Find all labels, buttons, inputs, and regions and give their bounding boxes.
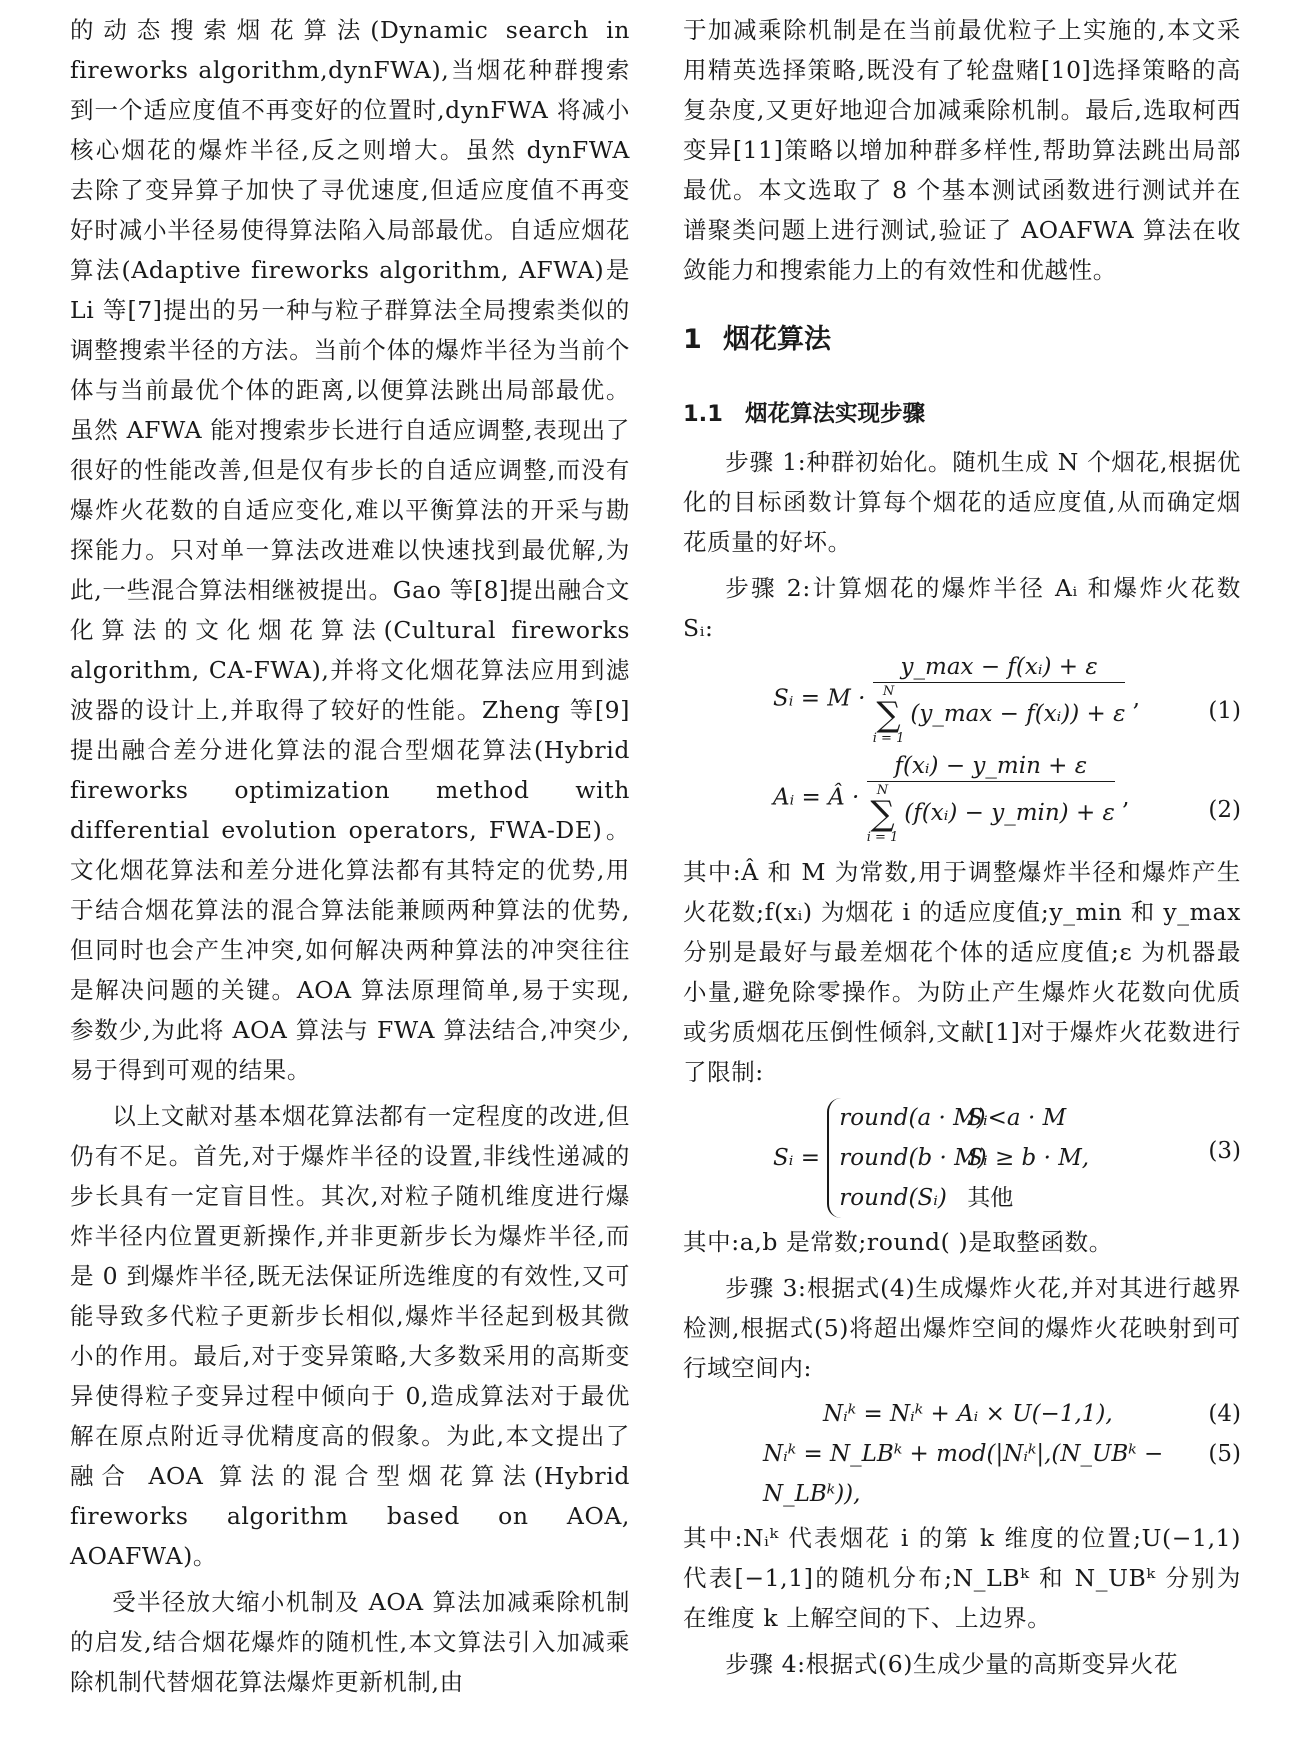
eq5-text: Nᵢᵏ = N_LBᵏ + mod(|Nᵢᵏ|,(N_UBᵏ − N_LBᵏ)), (763, 1441, 1164, 1507)
equation-2 (683, 753, 1241, 844)
eq3-case-2-expr: round(b · M) (839, 1145, 987, 1171)
eq3-cases (827, 1098, 1089, 1218)
equation-3 (683, 1098, 1241, 1218)
equation-1 (683, 654, 1241, 745)
step-3-paragraph: 步骤 3:根据式(4)生成爆炸火花,并对其进行越界检测,根据式(5)将超出爆炸空间的爆炸火花映射到可行域空间内: (683, 1274, 1241, 1382)
paragraph-after-eq3: 其中:a,b 是常数;round( )是取整函数。 (683, 1228, 1113, 1256)
eq3-case-1-expr: round(a · M) (839, 1105, 986, 1131)
eq2-denominator-group (867, 782, 1115, 844)
eq1-sum-bottom: i = 1 (872, 731, 905, 746)
right-column (683, 10, 1241, 1690)
eq1-numerator: y_max − f(xᵢ) + ε (873, 654, 1126, 683)
step-1-paragraph: 步骤 1:种群初始化。随机生成 N 个烟花,根据优化的目标函数计算每个烟花的适应度值,从而确定烟花质量的好坏。 (683, 448, 1241, 556)
step-2-paragraph: 步骤 2:计算烟花的爆炸半径 Aᵢ 和爆炸火花数 Sᵢ: (683, 574, 1241, 642)
eq3-number: (3) (1208, 1138, 1241, 1164)
section-number: 1 (683, 324, 702, 355)
eq2-sum-bottom: i = 1 (866, 830, 899, 845)
eq1-sum-top: N (882, 684, 895, 699)
left-paragraph-2: 以上文献对基本烟花算法都有一定程度的改进,但仍有不足。首先,对于爆炸半径的设置,非线性递减的步长具有一定盲目性。其次,对粒子随机维度进行爆炸半径内位置更新操作,并非更新步长为爆炸半径,而是 0 到爆炸半径,既无法保证所选维度的有效性,又可能导致多代粒子更新步长相似,爆炸半径起到极其微小的作用。最后,对于变异策略,大多数采用的高斯变异使得粒子变异过程中倾向于 0,造成算法对于最优解在原点附近寻优精度高的假象。为此,本文提出了融合 AOA 算法的混合型烟花算法(Hybrid fireworks algorithm based on AOA, AOAFWA)。 (70, 1102, 630, 1570)
eq1-number: (1) (1208, 698, 1241, 724)
eq3-case-1-cond: Sᵢ<a · M (967, 1105, 1067, 1131)
subsection-number: 1.1 (683, 401, 723, 427)
eq3-case-3-cond: 其他 (967, 1185, 1014, 1211)
eq1-fraction (873, 654, 1126, 745)
paragraph-after-eq5: 其中:Nᵢᵏ 代表烟花 i 的第 k 维度的位置;U(−1,1) 代表[−1,1]的随机分布;N_LBᵏ 和 N_UBᵏ 分别为在维度 k 上解空间的下、上边界。 (683, 1524, 1241, 1632)
eq1-summation (873, 685, 905, 745)
eq5-number: (5) (1208, 1441, 1241, 1467)
eq3-case-2 (839, 1138, 1089, 1178)
eq1-denominator: (y_max − f(xᵢ)) + ε (910, 701, 1126, 727)
step-4-paragraph: 步骤 4:根据式(6)生成少量的高斯变异火花 (725, 1650, 1179, 1678)
equation-5 (683, 1434, 1241, 1514)
right-paragraph-1: 于加减乘除机制是在当前最优粒子上实施的,本文采用精英选择策略,既没有了轮盘赌[10]选择策略的高复杂度,又更好地迎合加减乘除机制。最后,选取柯西变异[11]策略以增加种群多样性,帮助算法跳出局部最优。本文选取了 8 个基本测试函数进行测试并在谱聚类问题上进行测试,验证了 AOAFWA 算法在收敛能力和搜索能力上的有效性和优越性。 (683, 16, 1241, 284)
eq3-case-2-cond: Sᵢ ≥ b · M, (967, 1145, 1090, 1171)
eq2-summation (867, 784, 899, 844)
eq2-fraction (867, 753, 1115, 844)
subsection-title: 烟花算法实现步骤 (745, 401, 926, 427)
eq2-lhs: Aᵢ = Â · (773, 784, 860, 811)
left-paragraph-1: 的动态搜索烟花算法(Dynamic search in fireworks algorithm,dynFWA),当烟花种群搜索到一个适应度值不再变好的位置时,dynFWA 将减小核心烟花的爆炸半径,反之则增大。虽然 dynFWA 去除了变异算子加快了寻优速度,但适应度值不再变好时减小半径易使得算法陷入局部最优。自适应烟花算法(Adaptive fireworks algorithm, AFWA)是 Li 等[7]提出的另一种与粒子群算法全局搜索类似的调整搜索半径的方法。当前个体的爆炸半径为当前个体与当前最优个体的距离,以便算法跳出局部最优。虽然 AFWA 能对搜索步长进行自适应调整,表现出了很好的性能改善,但是仅有步长的自适应调整,而没有爆炸火花数的自适应变化,难以平衡算法的开采与勘探能力。只对单一算法改进难以快速找到最优解,为此,一些混合算法相继被提出。Gao 等[8]提出融合文化算法的文化烟花算法(Cultural fireworks algorithm, CA-FWA),并将文化烟花算法应用到滤波器的设计上,并取得了较好的性能。Zheng 等[9]提出融合差分进化算法的混合型烟花算法(Hybrid fireworks optimization method with differential evolution operators, FWA-DE)。文化烟花算法和差分进化算法都有其特定的优势,用于结合烟花算法的混合算法能兼顾两种算法的优势,但同时也会产生冲突,如何解决两种算法的冲突往往是解决问题的关键。AOA 算法原理简单,易于实现,参数少,为此将 AOA 算法与 FWA 算法结合,冲突少,易于得到可观的结果。 (70, 16, 630, 1084)
sigma-symbol-icon: ∑ (876, 695, 901, 735)
eq1-trail: , (1132, 685, 1141, 712)
eq2-number: (2) (1208, 797, 1241, 823)
eq1-denominator-group (873, 683, 1126, 745)
eq3-lhs: Sᵢ = (773, 1145, 820, 1171)
section-title: 烟花算法 (723, 324, 831, 355)
eq4-number: (4) (1208, 1401, 1241, 1427)
eq3-case-3-expr: round(Sᵢ) (839, 1185, 947, 1211)
equation-4 (683, 1394, 1241, 1434)
section-heading (683, 320, 1241, 360)
left-paragraph-3: 受半径放大缩小机制及 AOA 算法加减乘除机制的启发,结合烟花爆炸的随机性,本文算法引入加减乘除机制代替烟花算法爆炸更新机制,由 (70, 1588, 630, 1696)
eq2-denominator: (f(xᵢ) − y_min) + ε (904, 800, 1115, 826)
eq2-trail: , (1122, 784, 1130, 811)
subsection-heading (683, 394, 1241, 434)
eq1-lhs: Sᵢ = M · (773, 685, 866, 712)
left-column (70, 10, 630, 1708)
eq3-case-1 (839, 1098, 1089, 1138)
eq2-sum-top: N (876, 783, 889, 798)
sigma-symbol-icon: ∑ (870, 794, 895, 834)
eq3-case-3 (839, 1178, 1089, 1218)
eq4-text: Nᵢᵏ = Nᵢᵏ + Aᵢ × U(−1,1), (823, 1401, 1113, 1427)
eq2-numerator: f(xᵢ) − y_min + ε (867, 753, 1115, 782)
paragraph-after-eq2: 其中:Â 和 M 为常数,用于调整爆炸半径和爆炸产生火花数;f(xᵢ) 为烟花 i 的适应度值;y_min 和 y_max 分别是最好与最差烟花个体的适应度值;ε 为机器最小量,避免除零操作。为防止产生爆炸火花数向优质或劣质烟花压倒性倾斜,文献[1]对于爆炸火花数进行了限制: (683, 858, 1241, 1086)
